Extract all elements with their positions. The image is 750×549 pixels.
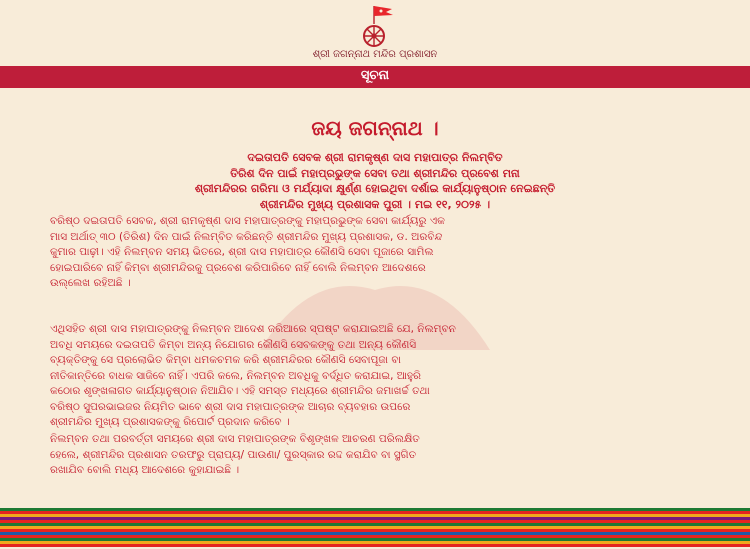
page-title: ଜୟ ଜଗନ୍ନାଥ ।	[311, 116, 439, 140]
paragraph-line: ଉଲ୍ଲେଖ ରହିଅଛି ।	[50, 277, 131, 289]
decorative-footer-border	[0, 508, 750, 549]
paragraph-line: ଶ୍ରୀମନ୍ଦିର ମୁଖ୍ୟ ପ୍ରଶାସକଙ୍କୁ ରିପୋର୍ଟ ପ୍ରଦାନ କରିବେ ।	[50, 416, 290, 428]
notice-banner-label: ସୂଚନା	[360, 68, 390, 83]
header	[0, 0, 750, 64]
subheading-line: ଦଇତାପତି ସେବକ ଶ୍ରୀ ରାମକୃଷ୍ଣ ଦାସ ମହାପାତ୍ର ନିଲମ୍ବିତ	[247, 151, 503, 164]
paragraph-line: ବ୍ୟକ୍ତିଙ୍କୁ ସେ ପ୍ରଲୋଭିତ କିମ୍ବା ଧମକଚମକ କରି ଶ୍ରୀମନ୍ଦିରର କୌଣସି ସେବାପୂଜା ବା	[50, 354, 401, 366]
paragraph-line: ବରିଷ୍ଠ ସୁପରଭାଇଜର ନିୟମିତ ଭାବେ ଶ୍ରୀ ଦାସ ମହାପାତ୍ରଙ୍କ ଆଚାର ବ୍ୟବହାର ଉପରେ	[50, 400, 411, 413]
org-name: ଶ୍ରୀ ଜଗନ୍ନାଥ ମନ୍ଦିର ପ୍ରଶାସନ	[312, 49, 438, 60]
paragraph-line: ବରିଷ୍ଠ ଦଇତାପତି ସେବକ, ଶ୍ରୀ ରାମକୃଷ୍ଣ ଦାସ ମହାପାତ୍ରଙ୍କୁ ମହାପ୍ରଭୁଙ୍କ ସେବା କାର୍ଯ୍ୟରୁ ଏକ	[50, 215, 445, 227]
temple-flag-chakra-icon	[352, 4, 398, 48]
paragraph-line: କଠୋର ଶୃଙ୍ଖଳାଗତ କାର୍ଯ୍ୟାନୁଷ୍ଠାନ ନିଆଯିବ। ଏହି ସମସ୍ତ ମଧ୍ୟରେ ଶ୍ରୀମନ୍ଦିର ଜମାଖର୍ଚ୍ଚ ତଥା	[50, 385, 430, 397]
paragraph-line: ନୀତିକାନ୍ତିରେ ବାଧକ ସାଜିବେ ନାହିଁ। ଏପରି କଲେ, ନିଲମ୍ବନ ଅବଧିକୁ ବର୍ଦ୍ଧିତ କରାଯାଇ, ଆହୁରି	[50, 369, 422, 382]
paragraph-line: ଏଥିସହିତ ଶ୍ରୀ ଦାସ ମହାପାତ୍ରଙ୍କୁ ନିଲମ୍ବନ ଆଦେଶ ଜରିଆରେ ସ୍ପଷ୍ଟ କରାଯାଇଅଛି ଯେ, ନିଲମ୍ବନ	[50, 323, 456, 335]
paragraph-line: ହୋଇପାରିବେ ନାହିଁ କିମ୍ବା ଶ୍ରୀମନ୍ଦିରକୁ ପ୍ରବେଶ କରିପାରିବେ ନାହିଁ ବୋଲି ନିଲମ୍ବନ ଆଦେଶରେ	[50, 261, 426, 274]
paragraph-line: ଅବଧି ସମୟରେ ଦଇତାପତି କିମ୍ବା ଅନ୍ୟ ନିଯୋଗର କୌଣସି ସେବକଙ୍କୁ ତଥା ଅନ୍ୟ କୌଣସି	[50, 338, 417, 351]
paragraph-line: ରଖାଯିବ ବୋଲି ମଧ୍ୟ ଆଦେଶରେ କୁହାଯାଇଛି ।	[50, 464, 240, 476]
subheading	[95, 150, 655, 212]
paragraph-2	[50, 322, 702, 431]
paragraph-line: କୁମାର ପାଢ଼ୀ। ଏହି ନିଲମ୍ବନ ସମୟ ଭିତରେ, ଶ୍ରୀ ଦାସ ମହାପାତ୍ର କୌଣସି ସେବା ପୂଜାରେ ସାମିଲ	[50, 246, 434, 258]
subheading-line: ଶ୍ରୀମନ୍ଦିର ମୁଖ୍ୟ ପ୍ରଶାସକ ପୁରୀ । ମଇ ୧୧, ୨୦୨୫ ।	[259, 197, 491, 211]
subheading-line: ତିରିଶ ଦିନ ପାଇଁ ମହାପ୍ରଭୁଙ୍କ ସେବା ତଥା ଶ୍ରୀମନ୍ଦିର ପ୍ରବେଶ ମନା	[230, 166, 520, 180]
paragraph-3	[50, 432, 702, 479]
paragraph-line: ହେଲେ, ଶ୍ରୀମନ୍ଦିର ପ୍ରଶାସନ ତରଫରୁ ପ୍ରାପ୍ୟ/ ପାଉଣା/ ପୁରସ୍କାର ରଦ୍ଦ କରାଯିବ ବା ସ୍ଥଗିତ	[50, 448, 417, 461]
paragraph-line: ନିଲମ୍ବନ ତଥା ପରବର୍ତ୍ତୀ ସମୟରେ ଶ୍ରୀ ଦାସ ମହାପାତ୍ରଙ୍କ ବିଶୃଙ୍ଖଳ ଆଚରଣ ପରିଲକ୍ଷିତ	[50, 433, 420, 445]
paragraph-1	[50, 214, 702, 292]
footer-stripe	[0, 544, 750, 547]
paragraph-line: ମାସ ଅର୍ଥାତ୍ ୩୦ (ତିରିଶ) ଦିନ ପାଇଁ ନିଲମ୍ବିତ କରିଛନ୍ତି ଶ୍ରୀମନ୍ଦିର ମୁଖ୍ୟ ପ୍ରଶାସକ, ଡ. ଅରବିନ୍ଦ	[50, 230, 443, 243]
subheading-line: ଶ୍ରୀମନ୍ଦିରର ଗରିମା ଓ ମର୍ଯ୍ୟାଦା କ୍ଷୁର୍ଣ୍ଣ ହୋଇଥିବା ଦର୍ଶାଇ କାର୍ଯ୍ୟାନୁଷ୍ଠାନ ନେଇଛନ୍ତି	[194, 182, 556, 195]
